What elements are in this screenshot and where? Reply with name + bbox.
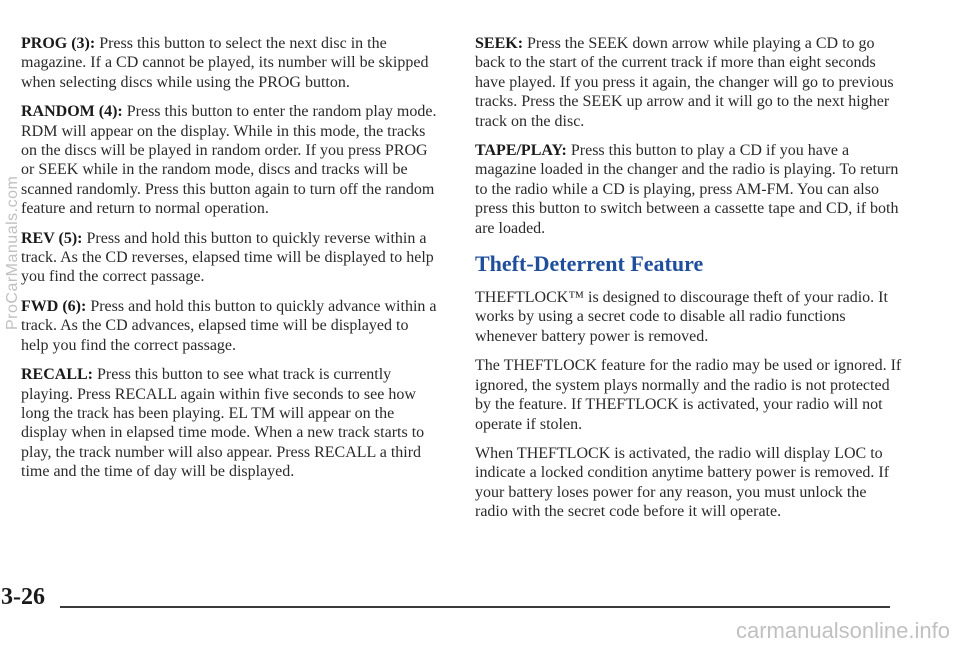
paragraph-rev — [21, 229, 439, 287]
paragraph-recall — [21, 365, 439, 481]
left-column — [21, 34, 439, 492]
term-seek: SEEK: — [475, 35, 524, 52]
term-recall: RECALL: — [21, 366, 94, 384]
paragraph-theftlock-activated: When THEFTLOCK is activated, the radio will display LOC to indicate a locked condition anytime battery power is removed. If your battery loses power for any reason, you must unlock the radio with the secret code before it will operate. — [475, 444, 890, 521]
text-random: Press this button to enter the random play mode. RDM will appear on the display. While in this mode, the tracks on the discs will be played in random order. If you press PROG or SEEK while in the random mode, discs and tracks will be scanned randomly. Press this button again to turn off the random feature and return to normal operation. — [21, 103, 437, 218]
page-number: 3-26 — [1, 584, 45, 610]
term-rev: REV (5): — [21, 229, 83, 247]
paragraph-theftlock-intro: THEFTLOCK™ is designed to discourage theft of your radio. It works by using a secret code to disable all radio functions whenever battery power is removed. — [475, 289, 888, 345]
footer-rule — [60, 606, 890, 608]
paragraph-fwd — [21, 297, 439, 355]
text-recall: Press this button to see what track is currently playing. Press RECALL again within five seconds to see how long the track has been playing. EL TM will appear on the display when in elapsed time mode. When a new track starts to play, the track number will also appear. Press RECALL a third time and the time of day will be displayed. — [21, 366, 425, 481]
text-rev: Press and hold this button to quickly reverse within a track. As the CD reverses, elapsed time will be displayed to help you find the correct passage. — [21, 229, 434, 286]
side-watermark: ProCarManuals.com — [4, 175, 21, 330]
text-fwd: Press and hold this button to quickly advance within a track. As the CD advances, elapsed time will be displayed to help you find the correct passage. — [21, 297, 437, 354]
bottom-watermark: carmanualsonline.info — [735, 618, 950, 643]
text-tape-play: Press this button to play a CD if you have a magazine loaded in the changer and the radio is playing. To return to the radio while a CD is playing, press AM-FM. You can also press this button to switch between a cassette tape and CD, if both are loaded. — [475, 142, 899, 237]
paragraph-random — [21, 102, 439, 218]
term-tape-play: TAPE/PLAY: — [475, 142, 567, 160]
paragraph-tape-play — [475, 141, 903, 238]
term-random: RANDOM (4): — [21, 103, 123, 121]
paragraph-theftlock-usage: The THEFTLOCK feature for the radio may be used or ignored. If ignored, the system plays normally and the radio is not protected by the feature. If THEFTLOCK is activated, your radio will not operate if stolen. — [475, 357, 902, 433]
paragraph-prog — [21, 34, 439, 92]
term-fwd: FWD (6): — [21, 297, 87, 315]
term-prog: PROG (3): — [21, 35, 96, 52]
paragraph-seek — [475, 34, 903, 131]
right-column — [475, 34, 903, 532]
text-prog: Press this button to select the next disc in the magazine. If a CD cannot be played, its number will be skipped when selecting discs while using the PROG button. — [21, 35, 429, 91]
section-heading: Theft-Deterrent Feature — [475, 251, 704, 277]
text-seek: Press the SEEK down arrow while playing a CD to go back to the start of the current track if more than eight seconds have played. If you press it again, the changer will go to previous tracks. Press the SEEK up arrow and it will go to the next higher track on the disc. — [475, 35, 894, 130]
